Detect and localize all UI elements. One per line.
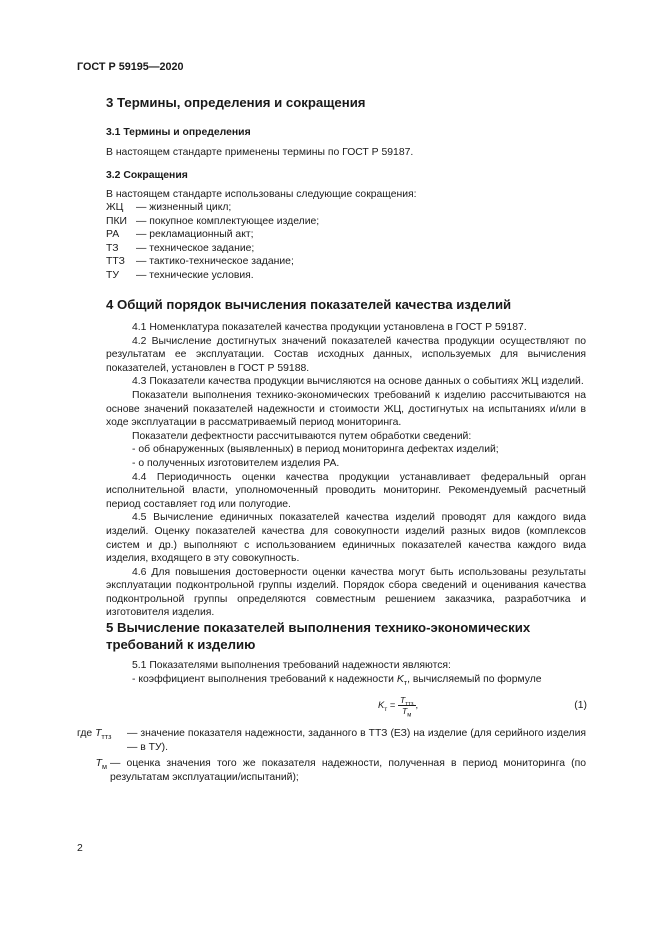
where-word: где <box>77 728 93 739</box>
where-label <box>77 727 127 754</box>
formula-numerator <box>398 695 416 706</box>
variable-t: T <box>95 758 102 769</box>
where-clause-2 <box>77 757 586 784</box>
abbreviation-item <box>106 201 586 215</box>
abbreviation-item <box>106 228 586 242</box>
paragraph: 4.2 Вычисление достигнутых значений показателей качества продукции осуществляют по результатам ее эксплуатации. Состав исходных данных, используемых для вычисления показателей, установлен в ГОСТ Р 59188. <box>106 335 586 374</box>
abbreviation-text: — жизненный цикл; <box>136 202 232 213</box>
paragraph: 4.3 Показатели качества продукции вычисляются на основе данных о событиях ЖЦ изделий. <box>132 376 584 388</box>
formula-expression <box>378 695 419 719</box>
abbreviation-text: — покупное комплектующее изделие; <box>136 215 320 227</box>
variable-subscript: т <box>403 677 408 687</box>
subsection-3-2-title: 3.2 Сокращения <box>106 170 188 181</box>
formula-comma: , <box>415 698 419 710</box>
list-item <box>106 673 586 687</box>
section-5-title-line: 5 Вычисление показателей выполнения технико-экономических <box>106 620 531 635</box>
abbreviation-text: — тактико-техническое задание; <box>136 256 294 267</box>
paragraph: Показатели дефектности рассчитываются путем обработки сведений: <box>132 430 472 442</box>
subsection-3-1-text: В настоящем стандарте применены термины по ГОСТ Р 59187. <box>106 147 414 158</box>
numerator-var: T <box>399 695 406 705</box>
abbreviation-code: РА <box>106 229 120 240</box>
abbreviations-list <box>106 201 586 282</box>
abbreviation-code: ЖЦ <box>106 202 124 213</box>
paragraph: Показатели выполнения технико-экономических требований к изделию рассчитываются на основе значений показателей надежности и стоимости ЖЦ, достигнутых на испытаниях и/или в ходе эксплуатации в рассматриваемый период мониторинга. <box>106 389 586 429</box>
list-item: - об обнаруженных (выявленных) в период мониторинга дефектах изделий; <box>132 444 499 456</box>
formula-1 <box>106 693 586 717</box>
document-code: ГОСТ Р 59195—2020 <box>77 61 184 73</box>
where-definition: — оценка значения того же показателя надежности, полученная в период мониторинга (по результатам эксплуатации/испытаний); <box>110 758 586 783</box>
section-4-body <box>106 321 586 620</box>
text-fragment: - коэффициент выполнения требований к надежности <box>132 673 394 685</box>
variable-subscript: м <box>102 762 107 772</box>
abbreviation-item <box>106 215 586 229</box>
section-5-title-line: требований к изделию <box>106 637 256 652</box>
where-label <box>77 757 110 784</box>
paragraph: 4.1 Номенклатура показателей качества продукции установлена в ГОСТ Р 59187. <box>132 322 527 333</box>
abbreviation-item <box>106 269 586 283</box>
abbreviation-item <box>106 242 586 256</box>
where-definition: — значение показателя надежности, заданного в ТТЗ (ЕЗ) на изделие (для серийного изделия — в ТУ). <box>127 728 586 753</box>
variable-subscript: ттз <box>101 732 112 742</box>
paragraph: 4.5 Вычисление единичных показателей качества изделий проводят для каждого вида изделий. Оценку показателей качества для совокупности изделий разных видов (комплексов систем и др.) выполняют с использованием единичных показателей качества каждого вида изделия, входящего в эту совокупность. <box>106 512 586 565</box>
abbreviation-text: — техническое задание; <box>136 242 255 254</box>
formula-number: (1) <box>574 700 587 711</box>
section-4-title: 4 Общий порядок вычисления показателей качества изделий <box>106 297 512 312</box>
text-fragment: , вычисляемый по формуле <box>407 673 542 685</box>
formula-fraction <box>398 695 416 719</box>
abbreviation-code: ТЗ <box>106 242 119 254</box>
where-clause-1 <box>77 727 586 754</box>
variable-t: T <box>95 728 102 739</box>
abbreviation-code: ТУ <box>106 269 119 281</box>
section-3-title: 3 Термины, определения и сокращения <box>106 95 366 110</box>
section-5-body <box>106 659 586 686</box>
abbreviation-code: ТТЗ <box>106 256 125 267</box>
numerator-subscript: ттз <box>405 701 414 708</box>
formula-lhs-subscript: т <box>384 705 388 713</box>
section-5-title <box>106 619 586 653</box>
paragraph: 4.4 Периодичность оценки качества продукции устанавливает федеральный орган исполнительной власти, уполномоченный проводить мониторинг. Рекомендуемый расчетный период составляет год или полугодие. <box>106 471 586 510</box>
abbreviation-item <box>106 255 586 269</box>
paragraph: 4.6 Для повышения достоверности оценки качества могут быть использованы результаты эксплуатации подконтрольной группы изделий. Порядок сбора сведений и оценивания качества подконтрольной группы определяются совместным решением заказчика, разработчика и изготовителя изделия. <box>106 566 586 619</box>
page-number: 2 <box>77 843 83 854</box>
variable-k: K <box>396 673 404 685</box>
subsection-3-1-title: 3.1 Термины и определения <box>106 127 251 138</box>
paragraph: 5.1 Показателями выполнения требований надежности являются: <box>132 660 451 671</box>
abbreviation-code: ПКИ <box>106 215 127 227</box>
denominator-var: T <box>402 706 408 716</box>
formula-equals: = <box>389 698 396 710</box>
denominator-subscript: м <box>407 712 412 719</box>
abbreviation-text: — технические условия. <box>136 269 254 281</box>
formula-lhs: K <box>378 698 385 710</box>
list-item: - о полученных изготовителем изделия РА. <box>132 457 340 469</box>
abbreviations-intro: В настоящем стандарте использованы следующие сокращения: <box>106 189 417 200</box>
abbreviation-text: — рекламационный акт; <box>136 229 254 240</box>
